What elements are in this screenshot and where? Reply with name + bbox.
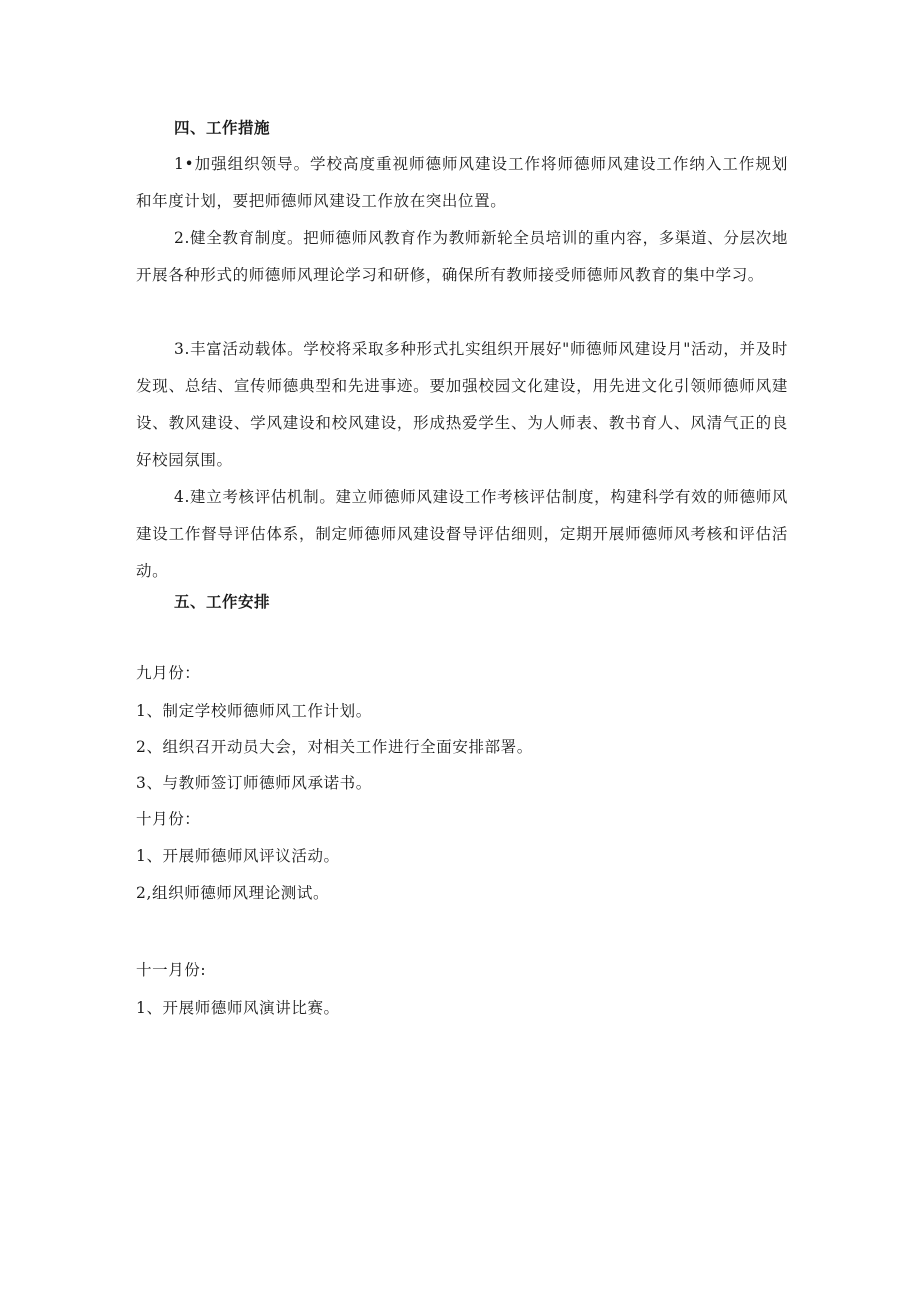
november-title: 十一月份:: [136, 961, 207, 979]
october-item-1: 1、开展师德师风评议活动。: [136, 847, 340, 865]
measure-1-paragraph: 1•加强组织领导。学校高度重视师德师风建设工作将师德师风建设工作纳入工作规划和年度计划，要把师德师风建设工作放在突出位置。: [136, 155, 788, 210]
section-4-heading: 四、工作措施: [174, 118, 271, 137]
measure-3-paragraph: 3.丰富活动载体。学校将采取多种形式扎实组织开展好"师德师风建设月"活动，并及时发现、总结、宣传师德典型和先进事迹。要加强校园文化建设，用先进文化引领师德师风建设、教风建设、学风建设和校风建设，形成热爱学生、为人师表、教书育人、风清气正的良好校园氛围。: [136, 340, 788, 469]
september-item-3: 3、与教师签订师德师风承诺书。: [136, 774, 372, 792]
october-title: 十月份：: [136, 810, 201, 828]
section-5-heading: 五、工作安排: [174, 592, 271, 611]
september-item-2: 2、组织召开动员大会，对相关工作进行全面安排部署。: [136, 738, 533, 756]
october-item-2: 2,组织师德师风理论测试。: [136, 884, 330, 902]
november-item-1: 1、开展师德师风演讲比赛。: [136, 999, 340, 1017]
measure-2-paragraph: 2.健全教育制度。把师德师风教育作为教师新轮全员培训的重内容，多渠道、分层次地开展各种形式的师德师风理论学习和研修，确保所有教师接受师德师风教育的集中学习。: [136, 229, 788, 284]
measure-4-paragraph: 4.建立考核评估机制。建立师德师风建设工作考核评估制度，构建科学有效的师德师风建设工作督导评估体系，制定师德师风建设督导评估细则，定期开展师德师风考核和评估活动。: [136, 488, 788, 580]
september-title: 九月份：: [136, 664, 201, 682]
september-item-1: 1、制定学校师德师风工作计划。: [136, 702, 372, 720]
